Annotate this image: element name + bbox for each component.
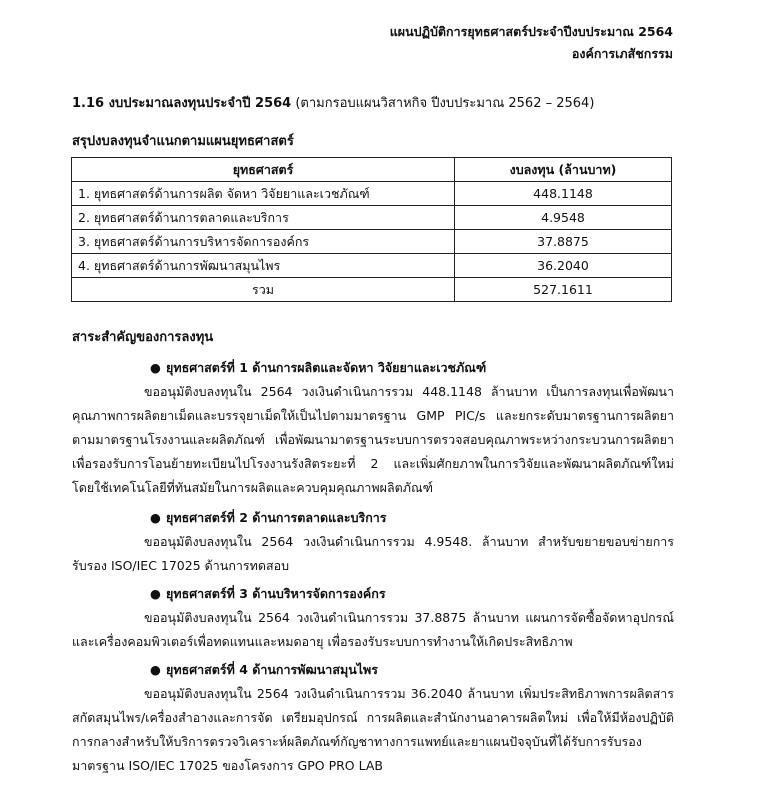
- strategy-body: ขออนุมัติงบลงทุนใน 2564 วงเงินดำเนินการรวม 4.9548. ล้านบาท สำหรับขยายขอบข่ายการรับรอง ISO/IEC 17025 ด้านการทดสอบ: [72, 534, 674, 573]
- strategy-heading-text: ยุทธศาสตร์ที่ 2 ด้านการตลาดและบริการ: [166, 510, 387, 525]
- strategy-name-cell: 2. ยุทธศาสตร์ด้านการตลาดและบริการ: [72, 206, 455, 230]
- table-row: [72, 206, 672, 230]
- strategy-name-cell: 4. ยุทธศาสตร์ด้านการพัฒนาสมุนไพร: [72, 254, 455, 278]
- section-title: [72, 92, 594, 113]
- summary-title: สรุปงบลงทุนจำแนกตามแผนยุทธศาสตร์: [72, 134, 294, 149]
- strategy-body: ขออนุมัติงบลงทุนใน 2564 วงเงินดำเนินการรวม 36.2040 ล้านบาท เพิ่มประสิทธิภาพการผลิตสารสกัดสมุนไพร/เครื่องสำอางและการจัด เตรียมอุปกรณ์ การผลิตและสำนักงานอาคารผลิตใหม่ เพื่อให้มีห้องปฏิบัติการกลางสำหรับให้บริการตรวจวิเคราะห์ผลิตภัณฑ์กัญชาทางการแพทย์และยาแผนปัจจุบันที่ได้รับการรับรองมาตรฐาน ISO/IEC 17025 ของโครงการ GPO PRO LAB: [72, 686, 674, 773]
- investment-essence-title: สาระสำคัญของการลงทุน: [72, 330, 214, 345]
- strategy-block-3: [72, 582, 674, 654]
- column-header-budget: งบลงทุน (ล้านบาท): [455, 158, 672, 182]
- bullet-icon: ●: [150, 662, 161, 677]
- bullet-icon: ●: [150, 360, 161, 375]
- strategy-heading: [72, 658, 674, 682]
- strategy-name-cell: 1. ยุทธศาสตร์ด้านการผลิต จัดหา วิจัยยาและเวชภัณฑ์: [72, 182, 455, 206]
- strategy-body: ขออนุมัติงบลงทุนใน 2564 วงเงินดำเนินการรวม 37.8875 ล้านบาท แผนการจัดซื้อจัดหาอุปกรณ์และเครื่องคอมพิวเตอร์เพื่อทดแทนและหมดอายุ เพื่อรองรับระบบการทำงานให้เกิดประสิทธิภาพ: [72, 610, 674, 649]
- bullet-icon: ●: [150, 510, 161, 525]
- strategy-block-1: [72, 356, 674, 500]
- strategy-block-2: [72, 506, 674, 578]
- column-header-strategy: ยุทธศาสตร์: [72, 158, 455, 182]
- section-number-title: 1.16 งบประมาณลงทุนประจำปี 2564: [72, 96, 292, 111]
- table-row: [72, 182, 672, 206]
- table-header-row: [72, 158, 672, 182]
- table-total-row: [72, 278, 672, 302]
- strategy-body: ขออนุมัติงบลงทุนใน 2564 วงเงินดำเนินการรวม 448.1148 ล้านบาท เป็นการลงทุนเพื่อพัฒนาคุณภาพการผลิตยาเม็ดและบรรจุยาเม็ดให้เป็นไปตามมาตรฐาน GMP PIC/s และยกระดับมาตรฐานการผลิตยาตามมาตรฐานโรงงานและผลิตภัณฑ์ เพื่อพัฒนามาตรฐานระบบการตรวจสอบคุณภาพระหว่างกระบวนการผลิตยา เพื่อรองรับการโอนย้ายทะเบียนไปโรงงานรังสิตระยะที่ 2 และเพิ่มศักยภาพในการวิจัยและพัฒนาผลิตภัณฑ์ใหม่ โดยใช้เทคโนโลยีที่ทันสมัยในการผลิตและควบคุมคุณภาพผลิตภัณฑ์: [72, 384, 674, 495]
- budget-value-cell: 37.8875: [455, 230, 672, 254]
- strategy-heading-text: ยุทธศาสตร์ที่ 1 ด้านการผลิตและจัดหา วิจัยยาและเวชภัณฑ์: [166, 360, 487, 375]
- document-header-plan-title: แผนปฏิบัติการยุทธศาสตร์ประจำปีงบประมาณ 2564: [389, 24, 673, 39]
- strategy-heading: [72, 582, 674, 606]
- bullet-icon: ●: [150, 586, 161, 601]
- document-header-organization: องค์การเภสัชกรรม: [571, 46, 673, 61]
- budget-summary-table: [71, 157, 672, 302]
- strategy-heading-text: ยุทธศาสตร์ที่ 4 ด้านการพัฒนาสมุนไพร: [166, 662, 378, 677]
- total-value-cell: 527.1611: [455, 278, 672, 302]
- strategy-heading: [72, 506, 674, 530]
- strategy-heading: [72, 356, 674, 380]
- table-row: [72, 230, 672, 254]
- section-note: (ตามกรอบแผนวิสาหกิจ ปีงบประมาณ 2562 – 2564): [295, 96, 595, 111]
- strategy-heading-text: ยุทธศาสตร์ที่ 3 ด้านบริหารจัดการองค์กร: [166, 586, 386, 601]
- budget-value-cell: 448.1148: [455, 182, 672, 206]
- strategy-block-4: [72, 658, 674, 778]
- budget-value-cell: 36.2040: [455, 254, 672, 278]
- total-label-cell: รวม: [72, 278, 455, 302]
- budget-value-cell: 4.9548: [455, 206, 672, 230]
- table-row: [72, 254, 672, 278]
- strategy-name-cell: 3. ยุทธศาสตร์ด้านการบริหารจัดการองค์กร: [72, 230, 455, 254]
